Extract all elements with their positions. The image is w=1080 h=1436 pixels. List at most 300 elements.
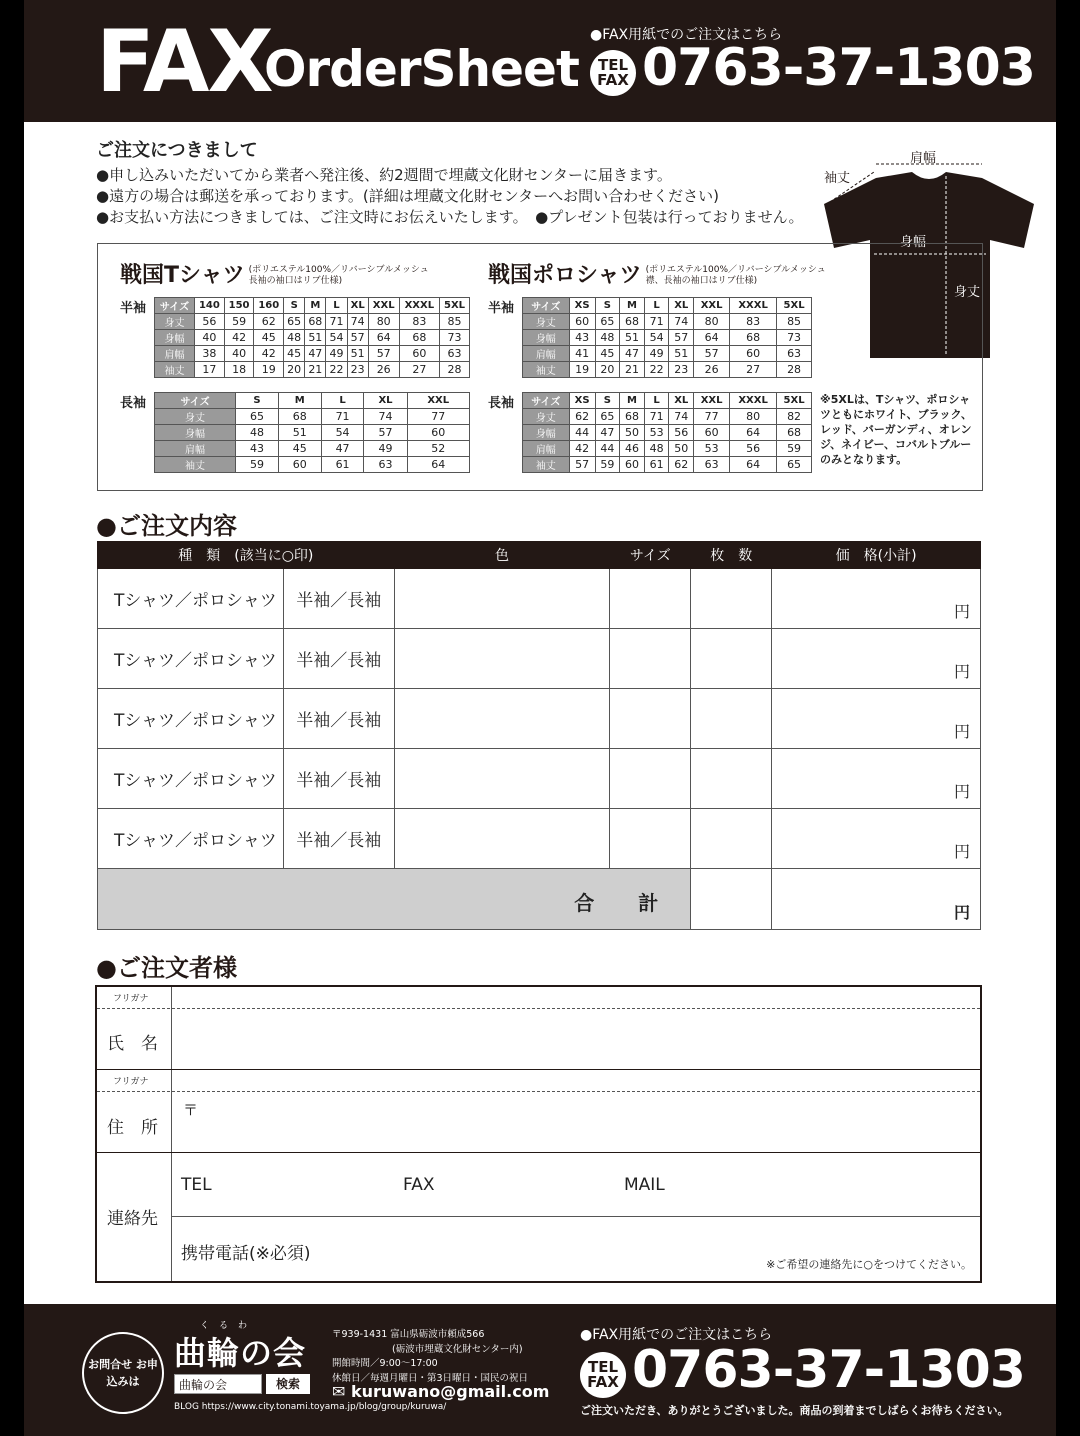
row-label: 肩幅 [155, 346, 195, 362]
size-value: 63 [440, 346, 470, 362]
size-value: 50 [669, 441, 694, 457]
type-choice[interactable]: Tシャツ／ポロシャツ [98, 689, 284, 749]
row-label: 身丈 [155, 409, 236, 425]
size-value: 47 [620, 346, 645, 362]
size-value: 62 [254, 314, 284, 330]
size-value: 160 [254, 298, 284, 314]
size-value: S [595, 298, 620, 314]
row-label: サイズ [523, 298, 570, 314]
size-value: 68 [730, 330, 777, 346]
size-value: 26 [694, 362, 730, 378]
name-label: 氏 名 [107, 1034, 158, 1054]
quantity-field[interactable] [691, 569, 772, 629]
size-value: XXL [694, 393, 730, 409]
size-value: 48 [284, 330, 305, 346]
size-value: 68 [278, 409, 321, 425]
size-value: 64 [730, 425, 777, 441]
size-value: 44 [595, 441, 620, 457]
size-value: 65 [595, 314, 620, 330]
measure-row [155, 330, 470, 346]
size-value: XS [569, 298, 595, 314]
size-value: 50 [620, 425, 645, 441]
size-value: 44 [569, 425, 595, 441]
size-value: 68 [305, 314, 326, 330]
size-value: XXL [407, 393, 470, 409]
col-price: 価 格(小計) [772, 542, 981, 569]
row-label: 身幅 [523, 425, 570, 441]
size-value: 20 [284, 362, 305, 378]
size-value: XXL [368, 298, 399, 314]
order-row [98, 689, 981, 749]
size-value: 5XL [777, 393, 812, 409]
size-value: 57 [347, 330, 368, 346]
size-value: 71 [644, 314, 669, 330]
customer-section-title: ●ご注文者様 [96, 954, 237, 982]
size-value: 59 [595, 457, 620, 473]
size-value: 40 [224, 346, 254, 362]
size-value: 68 [620, 314, 645, 330]
postal-mark: 〒 [183, 1101, 199, 1119]
size-value: S [236, 393, 279, 409]
size-value: 65 [595, 409, 620, 425]
mobile-field[interactable]: 携帯電話(※必須) [181, 1244, 311, 1264]
mail-field[interactable]: MAIL [624, 1175, 665, 1195]
size-value: 51 [278, 425, 321, 441]
quantity-field[interactable] [691, 749, 772, 809]
row-label: 肩幅 [523, 346, 570, 362]
note-line: ●お支払い方法につきましては、ご注文時にお伝えいたします。 ●プレゼント包装は行っておりません。 [96, 208, 804, 226]
sleeve-label: 袖丈 [824, 171, 851, 186]
total-label-cell [98, 869, 691, 930]
size-value: 59 [224, 314, 254, 330]
type-choice[interactable]: Tシャツ／ポロシャツ [98, 569, 284, 629]
sleeve-choice[interactable]: 半袖／長袖 [283, 689, 394, 749]
size-value: 53 [694, 441, 730, 457]
name-field[interactable] [172, 1009, 980, 1069]
size-value: 59 [777, 441, 812, 457]
order-row [98, 569, 981, 629]
price-field[interactable]: 円 [772, 689, 981, 749]
size-value: M [305, 298, 326, 314]
total-price-field[interactable]: 円 [772, 869, 981, 930]
size-value: 56 [669, 425, 694, 441]
size-value: 64 [694, 330, 730, 346]
size-value: 19 [569, 362, 595, 378]
size-value: M [278, 393, 321, 409]
size-value: 23 [347, 362, 368, 378]
row-label: 袖丈 [523, 362, 570, 378]
sleeve-choice[interactable]: 半袖／長袖 [283, 629, 394, 689]
order-sheet-title: OrderSheet [264, 40, 579, 98]
row-label: サイズ [523, 393, 570, 409]
price-field[interactable]: 円 [772, 809, 981, 869]
size-value: 62 [569, 409, 595, 425]
footer-bar [24, 1304, 1056, 1436]
size-value: 49 [644, 346, 669, 362]
tel-fax-badge: TEL FAX [590, 50, 636, 96]
polo-spec: (ポリエステル100%／リバーシブルメッシュ 襟、長袖の袖口はリブ仕様) [645, 265, 826, 286]
size-value: M [620, 298, 645, 314]
row-label: 肩幅 [155, 441, 236, 457]
size-value: 51 [305, 330, 326, 346]
size-value: 23 [669, 362, 694, 378]
order-section-title: ●ご注文内容 [96, 512, 237, 540]
col-type: 種 類 (該当に○印) [98, 542, 395, 569]
size-header-row [523, 393, 812, 409]
size-value: 20 [595, 362, 620, 378]
measure-row [523, 441, 812, 457]
size-value: 54 [326, 330, 347, 346]
tshirt-long-sleeve-table [154, 392, 470, 473]
size-value: 74 [669, 409, 694, 425]
org-ruby: くるわ [200, 1321, 258, 1331]
price-field[interactable]: 円 [772, 629, 981, 689]
address-furigana-field[interactable] [172, 1070, 980, 1091]
size-value: 48 [595, 330, 620, 346]
size-value: 83 [730, 314, 777, 330]
size-value: 65 [236, 409, 279, 425]
sleeve-choice[interactable]: 半袖／長袖 [283, 569, 394, 629]
size-value: 17 [195, 362, 225, 378]
search-button[interactable]: 検索 [266, 1374, 310, 1394]
size-value: 62 [669, 457, 694, 473]
contact-note: ※ご希望の連絡先に○をつけてください。 [766, 1258, 972, 1271]
order-notes-heading: ご注文につきまして [96, 140, 258, 161]
size-value: 74 [347, 314, 368, 330]
size-value: 57 [669, 330, 694, 346]
size-field[interactable] [610, 569, 691, 629]
row-label: 身幅 [523, 330, 570, 346]
sleeve-choice[interactable]: 半袖／長袖 [283, 809, 394, 869]
size-value: 45 [284, 346, 305, 362]
size-value: 77 [694, 409, 730, 425]
size-value: 73 [440, 330, 470, 346]
note-line: ●遠方の場合は郵送を承っております。(詳細は埋蔵文化財センターへお問い合わせください) [96, 187, 719, 205]
color-field[interactable] [394, 629, 610, 689]
quantity-field[interactable] [691, 629, 772, 689]
measure-row [155, 425, 470, 441]
size-value: XXL [694, 298, 730, 314]
size-value: 40 [195, 330, 225, 346]
blog-link[interactable]: BLOG https://www.city.tonami.toyama.jp/blog/group/kuruwa/ [174, 1402, 447, 1412]
type-choice[interactable]: Tシャツ／ポロシャツ [98, 809, 284, 869]
size-value: 85 [777, 314, 812, 330]
polo-short-sleeve-table [522, 297, 812, 378]
polo-short-label: 半袖 [488, 301, 515, 316]
size-value: 38 [195, 346, 225, 362]
size-value: 47 [305, 346, 326, 362]
color-field[interactable] [394, 569, 610, 629]
size-value: 28 [777, 362, 812, 378]
total-quantity-field[interactable] [691, 869, 772, 930]
size-value: 74 [364, 409, 407, 425]
type-choice[interactable]: Tシャツ／ポロシャツ [98, 749, 284, 809]
header-bar [24, 0, 1056, 122]
size-value: 52 [407, 441, 470, 457]
size-value: 48 [644, 441, 669, 457]
size-value: XXXL [399, 298, 439, 314]
tshirt-title: 戦国Tシャツ (ポリエステル100%／リバーシブルメッシュ 長袖の袖口はリブ仕様) [120, 258, 433, 289]
size-value: 68 [620, 409, 645, 425]
row-label: 袖丈 [155, 362, 195, 378]
size-value: 57 [569, 457, 595, 473]
address-label: 住 所 [107, 1118, 158, 1138]
size-value: 53 [644, 425, 669, 441]
size-header-row [523, 298, 812, 314]
order-row [98, 629, 981, 689]
row-label: 身幅 [155, 330, 195, 346]
size-value: M [620, 393, 645, 409]
row-label: 肩幅 [523, 441, 570, 457]
size-value: 49 [326, 346, 347, 362]
size-value: 28 [440, 362, 470, 378]
size-value: 71 [326, 314, 347, 330]
size-value: S [284, 298, 305, 314]
email-link[interactable]: ✉ kuruwano@gmail.com [332, 1382, 550, 1401]
size-value: 63 [777, 346, 812, 362]
fax-field[interactable]: FAX [403, 1175, 435, 1195]
address-block: 〒939-1431 富山県砺波市頼成566 (砺波市埋蔵文化財センター内) 開館時間／9:00〜17:00 休館日／毎週月曜日・第3日曜日・国民の祝日 [332, 1329, 529, 1384]
size-value: 19 [254, 362, 284, 378]
size-value: 21 [305, 362, 326, 378]
order-table-header [98, 542, 981, 569]
size-value: 64 [730, 457, 777, 473]
size-field[interactable] [610, 749, 691, 809]
size-value: L [321, 393, 364, 409]
size-value: 68 [777, 425, 812, 441]
size-value: 61 [321, 457, 364, 473]
size-value: 42 [254, 346, 284, 362]
measure-row [155, 409, 470, 425]
size-value: L [644, 298, 669, 314]
polo-title: 戦国ポロシャツ (ポリエステル100%／リバーシブルメッシュ 襟、長袖の袖口はリブ仕様) [488, 258, 830, 289]
size-value: 80 [368, 314, 399, 330]
size-value: 140 [195, 298, 225, 314]
order-row [98, 749, 981, 809]
tel-field[interactable]: TEL [181, 1175, 212, 1195]
measure-row [523, 425, 812, 441]
size-value: 5XL [440, 298, 470, 314]
chest-label: 身幅 [900, 235, 927, 250]
note-line: ●申し込みいただいてから業者へ発注後、約2週間で埋蔵文化財センターに届きます。 [96, 166, 672, 184]
measure-row [155, 441, 470, 457]
tshirt-spec: (ポリエステル100%／リバーシブルメッシュ 長袖の袖口はリブ仕様) [248, 265, 429, 286]
measure-row [155, 362, 470, 378]
measure-row [155, 457, 470, 473]
size-value: XL [364, 393, 407, 409]
measure-row [523, 346, 812, 362]
color-field[interactable] [394, 809, 610, 869]
size-value: 51 [347, 346, 368, 362]
size-value: 150 [224, 298, 254, 314]
tshirt-short-label: 半袖 [120, 301, 147, 316]
furigana-label: フリガナ [113, 1077, 149, 1087]
row-label: 身丈 [523, 409, 570, 425]
row-label: サイズ [155, 393, 236, 409]
size-value: 60 [399, 346, 439, 362]
size-field[interactable] [610, 809, 691, 869]
size-value: XL [347, 298, 368, 314]
size-value: 65 [284, 314, 305, 330]
size-value: 80 [730, 409, 777, 425]
size-value: 49 [364, 441, 407, 457]
row-label: 身丈 [155, 314, 195, 330]
size-value: 5XL [777, 298, 812, 314]
color-field[interactable] [394, 749, 610, 809]
length-label: 身丈 [954, 285, 981, 300]
size-value: 61 [644, 457, 669, 473]
size-value: 27 [399, 362, 439, 378]
order-total-row [98, 869, 981, 930]
size-value: 46 [620, 441, 645, 457]
address-field[interactable] [172, 1092, 980, 1152]
fax-title: FAX [96, 12, 272, 112]
size-value: 60 [278, 457, 321, 473]
size-value: 64 [407, 457, 470, 473]
col-size: サイズ [610, 542, 691, 569]
type-choice[interactable]: Tシャツ／ポロシャツ [98, 629, 284, 689]
measure-row [523, 362, 812, 378]
5xl-note: ※5XLは、Tシャツ、ポロシャツともにホワイト、ブラック、レッド、バーガンディ、オレンジ、ネイビー、コバルトブルーのみとなります。 [820, 393, 973, 466]
size-value: 56 [730, 441, 777, 457]
size-value: 74 [669, 314, 694, 330]
size-header-row [155, 393, 470, 409]
row-label: 身丈 [523, 314, 570, 330]
color-field[interactable] [394, 689, 610, 749]
customer-form [95, 985, 982, 1283]
size-value: 85 [440, 314, 470, 330]
size-value: 60 [620, 457, 645, 473]
row-label: 袖丈 [523, 457, 570, 473]
row-label: 袖丈 [155, 457, 236, 473]
size-value: 48 [236, 425, 279, 441]
size-value: L [326, 298, 347, 314]
size-value: 22 [326, 362, 347, 378]
size-value: 83 [399, 314, 439, 330]
col-quantity: 枚 数 [691, 542, 772, 569]
measure-row [155, 314, 470, 330]
tel-fax-badge: TEL FAX [580, 1352, 626, 1398]
org-name: 曲輪の会 [174, 1334, 307, 1372]
size-value: 43 [236, 441, 279, 457]
size-value: 63 [364, 457, 407, 473]
quantity-field[interactable] [691, 689, 772, 749]
size-value: 57 [364, 425, 407, 441]
measure-row [523, 314, 812, 330]
size-value: 80 [694, 314, 730, 330]
size-value: L [644, 393, 669, 409]
size-value: 54 [321, 425, 364, 441]
size-value: XXXL [730, 393, 777, 409]
total-label: 合 計 [574, 891, 671, 915]
size-value: 71 [321, 409, 364, 425]
size-value: 18 [224, 362, 254, 378]
quantity-field[interactable] [691, 809, 772, 869]
thanks-note: ご注文いただき、ありがとうございました。商品の到着までしばらくお待ちください。 [580, 1404, 1009, 1417]
size-value: XL [669, 393, 694, 409]
measure-row [523, 409, 812, 425]
name-furigana-field[interactable] [172, 987, 980, 1008]
size-value: 60 [694, 425, 730, 441]
row-label: サイズ [155, 298, 195, 314]
size-value: 82 [777, 409, 812, 425]
sleeve-choice[interactable]: 半袖／長袖 [283, 749, 394, 809]
size-value: 22 [644, 362, 669, 378]
size-header-row [155, 298, 470, 314]
size-value: 45 [278, 441, 321, 457]
size-value: 59 [236, 457, 279, 473]
size-value: 21 [620, 362, 645, 378]
size-value: 71 [644, 409, 669, 425]
footer-fax-number: 0763-37-1303 [632, 1340, 1025, 1400]
contact-label: 連絡先 [107, 1209, 158, 1229]
order-notes [96, 140, 803, 228]
size-field[interactable] [610, 689, 691, 749]
size-value: 60 [407, 425, 470, 441]
tshirt-short-sleeve-table [154, 297, 470, 378]
size-value: 45 [595, 346, 620, 362]
size-value: 27 [730, 362, 777, 378]
polo-long-label: 長袖 [488, 396, 515, 411]
size-value: 43 [569, 330, 595, 346]
size-value: 73 [777, 330, 812, 346]
size-value: S [595, 393, 620, 409]
shoulder-label: 肩幅 [910, 151, 937, 166]
size-value: 45 [254, 330, 284, 346]
size-value: 54 [644, 330, 669, 346]
row-label: 身幅 [155, 425, 236, 441]
size-value: 77 [407, 409, 470, 425]
size-value: 60 [569, 314, 595, 330]
price-field[interactable]: 円 [772, 749, 981, 809]
size-value: 68 [399, 330, 439, 346]
size-value: XL [669, 298, 694, 314]
measure-row [523, 457, 812, 473]
footer-fax-note: ●FAX用紙でのご注文はこちら [580, 1327, 773, 1343]
fax-order-note: ●FAX用紙でのご注文はこちら [590, 27, 783, 43]
size-value: 63 [694, 457, 730, 473]
price-field[interactable]: 円 [772, 569, 981, 629]
size-value: 47 [321, 441, 364, 457]
size-field[interactable] [610, 629, 691, 689]
order-table [97, 541, 981, 930]
size-value: 56 [195, 314, 225, 330]
size-value: 26 [368, 362, 399, 378]
col-color: 色 [394, 542, 610, 569]
measure-row [523, 330, 812, 346]
order-row [98, 809, 981, 869]
size-value: 57 [694, 346, 730, 362]
size-value: 42 [569, 441, 595, 457]
search-box[interactable]: 曲輪の会 [174, 1374, 262, 1394]
measure-row [155, 346, 470, 362]
size-value: 65 [777, 457, 812, 473]
size-value: 60 [730, 346, 777, 362]
tshirt-long-label: 長袖 [120, 396, 147, 411]
fax-number: 0763-37-1303 [642, 38, 1035, 98]
size-value: 47 [595, 425, 620, 441]
size-value: XS [569, 393, 595, 409]
size-value: XXXL [730, 298, 777, 314]
furigana-label: フリガナ [113, 994, 149, 1004]
inquiry-circle: お問合せ お申込みは [82, 1332, 164, 1414]
size-value: 51 [620, 330, 645, 346]
size-value: 41 [569, 346, 595, 362]
size-value: 51 [669, 346, 694, 362]
size-value: 57 [368, 346, 399, 362]
polo-long-sleeve-table [522, 392, 812, 473]
size-value: 64 [368, 330, 399, 346]
